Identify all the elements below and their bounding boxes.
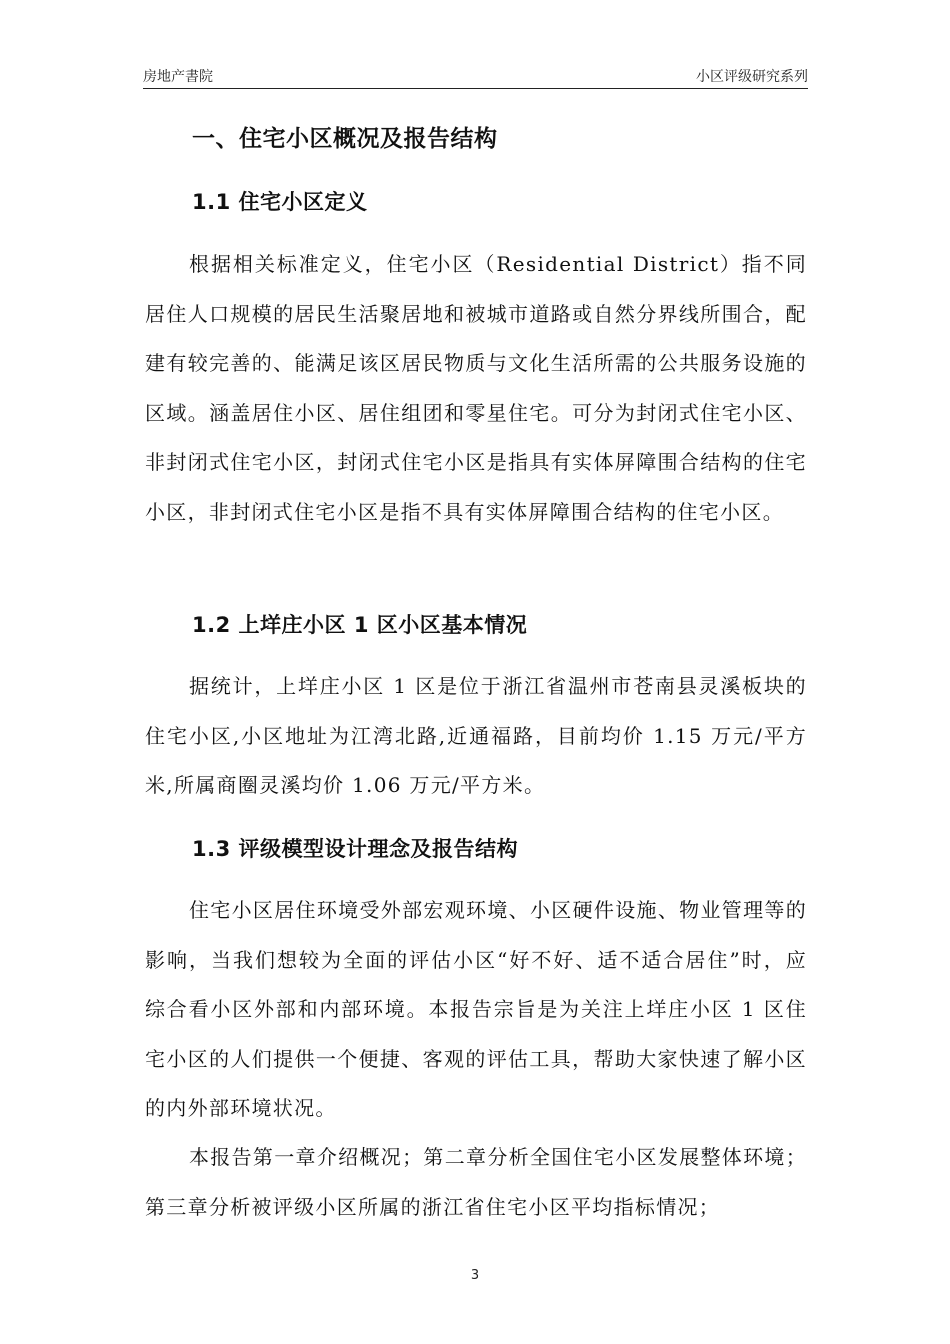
- section-1-3-paragraph-2: 本报告第一章介绍概况；第二章分析全国住宅小区发展整体环境；第三章分析被评级小区所属的浙江省住宅小区平均指标情况；: [145, 1145, 807, 1219]
- header-series-title: 小区评级研究系列: [696, 69, 808, 85]
- section-title-1-3: 1.3 评级模型设计理念及报告结构: [192, 837, 519, 861]
- header-divider: [143, 88, 808, 89]
- section-1-1-paragraph: 根据相关标准定义，住宅小区（Residential District）指不同居住人口规模的居民生活聚居地和被城市道路或自然分界线所围合，配建有较完善的、能满足该区居民物质与文化生活所需的公共服务设施的区域。涵盖居住小区、居住组团和零星住宅。可分为封闭式住宅小区、非封闭式住宅小区，封闭式住宅小区是指具有实体屏障围合结构的住宅小区，非封闭式住宅小区是指不具有实体屏障围合结构的住宅小区。: [145, 252, 807, 524]
- header-publisher: 房地产書院: [143, 69, 213, 85]
- section-title-1-2: 1.2 上垟庄小区 1 区小区基本情况: [192, 613, 528, 637]
- chapter-title: 一、住宅小区概况及报告结构: [192, 126, 498, 152]
- page-number: 3: [470, 1268, 480, 1283]
- section-title-1-1: 1.1 住宅小区定义: [192, 190, 368, 214]
- section-1-2-paragraph: 据统计，上垟庄小区 1 区是位于浙江省温州市苍南县灵溪板块的住宅小区,小区地址为江湾北路,近通福路，目前均价 1.15 万元/平方米,所属商圈灵溪均价 1.06 万元/平方米。: [145, 674, 807, 797]
- section-1-3-paragraph-1: 住宅小区居住环境受外部宏观环境、小区硬件设施、物业管理等的影响，当我们想较为全面的评估小区“好不好、适不适合居住”时，应综合看小区外部和内部环境。本报告宗旨是为关注上垟庄小区 1 区住宅小区的人们提供一个便捷、客观的评估工具，帮助大家快速了解小区的内外部环境状况。: [145, 898, 807, 1120]
- running-header: [143, 66, 808, 88]
